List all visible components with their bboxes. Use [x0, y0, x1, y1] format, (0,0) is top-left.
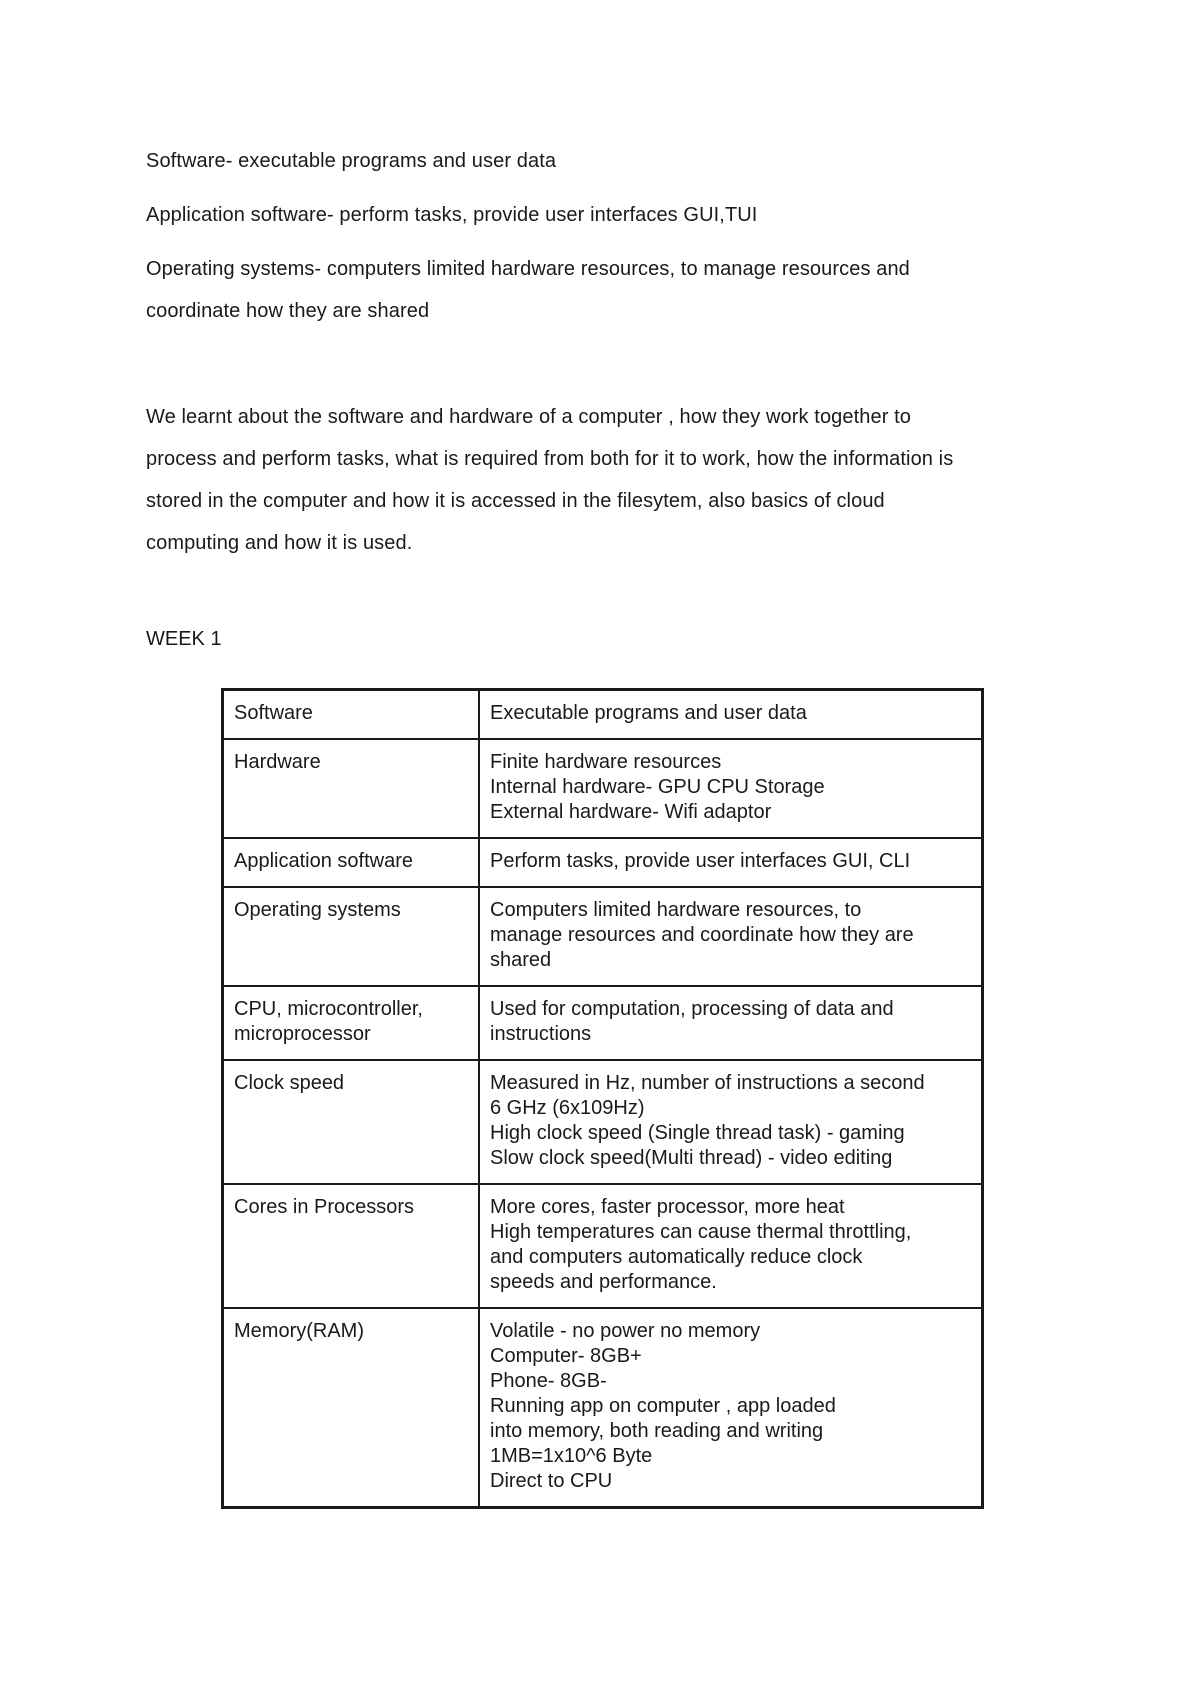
table-cell-term: [223, 1184, 480, 1308]
cell-line: Slow clock speed(Multi thread) - video editing: [490, 1147, 893, 1169]
paragraph-software-definition: Software- executable programs and user data: [146, 150, 557, 172]
cell-line: More cores, faster processor, more heat: [490, 1196, 845, 1218]
table-row: [223, 690, 983, 740]
cell-line: instructions: [490, 1023, 592, 1045]
table-row: [223, 887, 983, 986]
table-row: [223, 986, 983, 1060]
paragraph-line: Operating systems- computers limited hardware resources, to manage resources and: [146, 258, 910, 280]
cell-line: Hardware: [234, 751, 321, 773]
cell-line: Used for computation, processing of data and: [490, 998, 894, 1020]
cell-line: shared: [490, 949, 552, 971]
table-cell-term: [223, 1308, 480, 1508]
cell-line: High temperatures can cause thermal throttling,: [490, 1221, 912, 1243]
paragraph-line: stored in the computer and how it is accessed in the filesytem, also basics of cloud: [146, 490, 885, 512]
cell-line: and computers automatically reduce clock: [490, 1246, 863, 1268]
table-row: [223, 739, 983, 838]
cell-line: speeds and performance.: [490, 1271, 717, 1293]
table-cell-term: [223, 887, 480, 986]
cell-line: Executable programs and user data: [490, 702, 807, 724]
cell-line: 6 GHz (6x109Hz): [490, 1097, 645, 1119]
paragraph-application-software: Application software- perform tasks, provide user interfaces GUI,TUI: [146, 204, 758, 226]
table-cell-description: [479, 986, 983, 1060]
cell-line: microprocessor: [234, 1023, 371, 1045]
notes-table: [221, 688, 984, 1509]
table-cell-description: [479, 1184, 983, 1308]
cell-line: Operating systems: [234, 899, 401, 921]
table-row: [223, 1060, 983, 1184]
cell-line: Computers limited hardware resources, to: [490, 899, 862, 921]
cell-line: Measured in Hz, number of instructions a second: [490, 1072, 925, 1094]
cell-line: Clock speed: [234, 1072, 345, 1094]
cell-line: Internal hardware- GPU CPU Storage: [490, 776, 825, 798]
paragraph-line: computing and how it is used.: [146, 532, 413, 554]
paragraph-line: coordinate how they are shared: [146, 300, 430, 322]
table-cell-term: [223, 690, 480, 740]
cell-line: CPU, microcontroller,: [234, 998, 423, 1020]
table-cell-description: [479, 690, 983, 740]
cell-line: 1MB=1x10^6 Byte: [490, 1445, 653, 1467]
cell-line: Volatile - no power no memory: [490, 1320, 761, 1342]
table-cell-term: [223, 838, 480, 887]
cell-line: Running app on computer , app loaded: [490, 1395, 836, 1417]
cell-line: Computer- 8GB+: [490, 1345, 642, 1367]
table-cell-term: [223, 739, 480, 838]
table-cell-term: [223, 1060, 480, 1184]
document-page: [146, 140, 1046, 654]
cell-line: Phone- 8GB-: [490, 1370, 607, 1392]
table-cell-description: [479, 838, 983, 887]
cell-line: Direct to CPU: [490, 1470, 613, 1492]
table-body: [223, 690, 983, 1508]
table-row: [223, 838, 983, 887]
table-cell-description: [479, 739, 983, 838]
cell-line: High clock speed (Single thread task) - gaming: [490, 1122, 905, 1144]
cell-line: Cores in Processors: [234, 1196, 415, 1218]
table-cell-description: [479, 1060, 983, 1184]
table-row: [223, 1184, 983, 1308]
week-heading: WEEK 1: [146, 628, 222, 650]
paragraph-operating-systems: [146, 248, 1046, 332]
cell-line: Software: [234, 702, 313, 724]
cell-line: Memory(RAM): [234, 1320, 364, 1342]
cell-line: Perform tasks, provide user interfaces GUI, CLI: [490, 850, 911, 872]
paragraph-line: We learnt about the software and hardware of a computer , how they work together to: [146, 406, 912, 428]
cell-line: External hardware- Wifi adaptor: [490, 801, 772, 823]
table-cell-term: [223, 986, 480, 1060]
paragraph-line: process and perform tasks, what is required from both for it to work, how the information is: [146, 448, 954, 470]
table-cell-description: [479, 887, 983, 986]
cell-line: Finite hardware resources: [490, 751, 722, 773]
table-cell-description: [479, 1308, 983, 1508]
table-row: [223, 1308, 983, 1508]
cell-line: manage resources and coordinate how they are: [490, 924, 914, 946]
cell-line: Application software: [234, 850, 413, 872]
paragraph-summary: [146, 396, 1046, 564]
cell-line: into memory, both reading and writing: [490, 1420, 824, 1442]
